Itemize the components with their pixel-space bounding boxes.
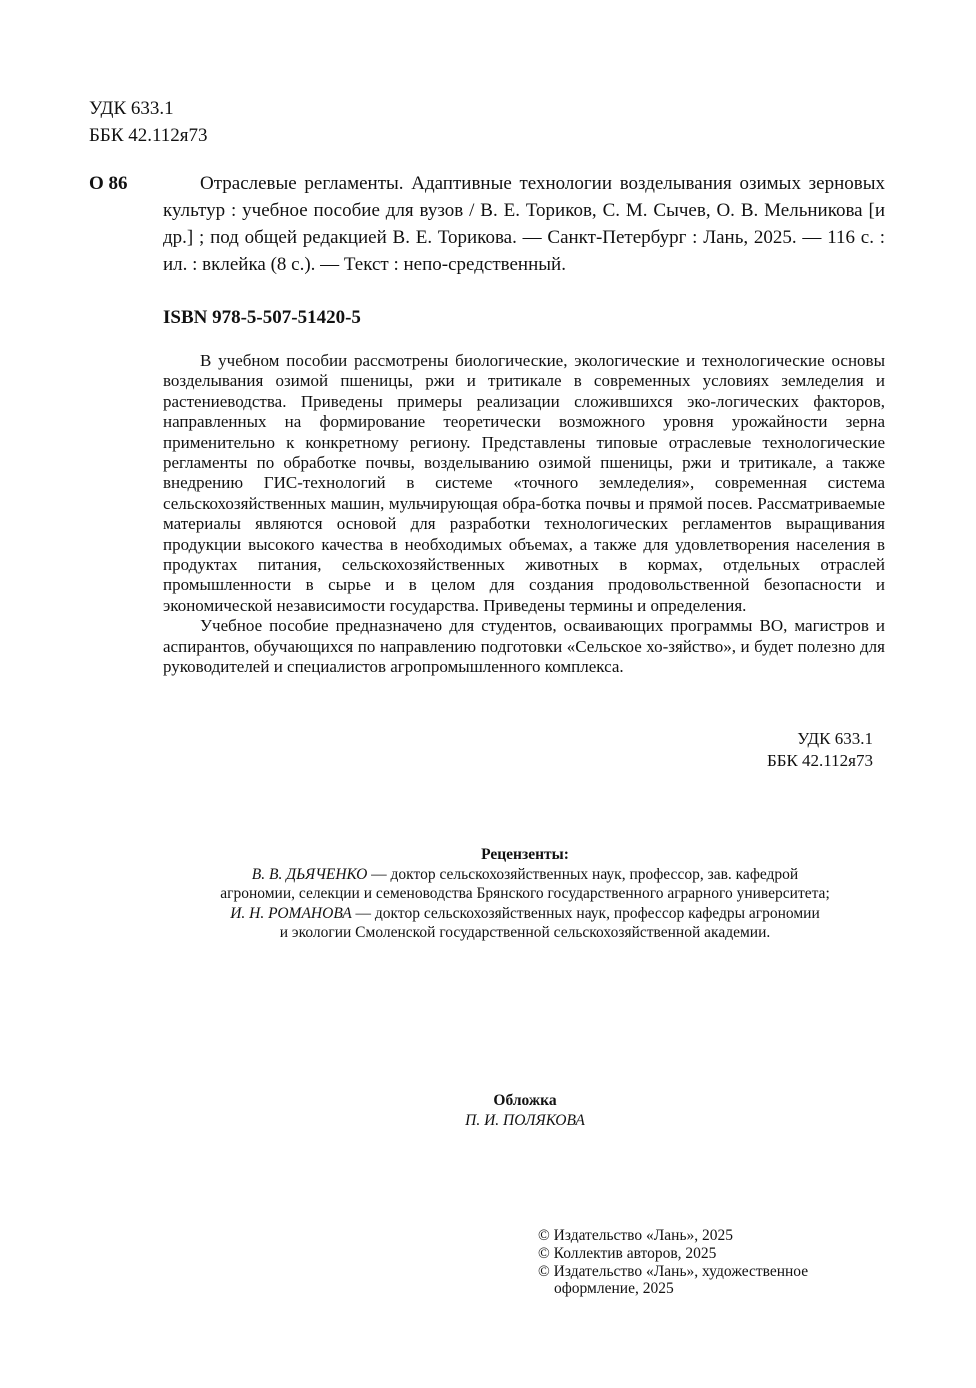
annotation — [163, 351, 885, 678]
copyright-line-4: оформление, 2025 — [554, 1280, 674, 1298]
reviewer-2-line-1 — [89, 904, 961, 924]
copyright-line-3: © Издательство «Лань», художественное — [538, 1262, 809, 1280]
cover-heading: Обложка — [493, 1092, 557, 1109]
author-sign: О 86 — [89, 173, 128, 194]
bbk-code: ББК 42.112я73 — [89, 125, 208, 146]
reviewer-2-desc-1: — доктор сельскохозяйственных наук, профессор кафедры агрономии — [351, 904, 820, 922]
udk-code: УДК 633.1 — [89, 98, 174, 119]
reviewer-2-name: И. Н. РОМАНОВА — [230, 904, 352, 922]
reviewers-block — [89, 845, 961, 943]
classification-codes-right — [767, 728, 873, 772]
annotation-paragraph-1: В учебном пособии рассмотрены биологические, экологические и технологические основы возделывания озимой пшеницы, ржи и тритикале в современных условиях земледелия и растениеводства. Приведены примеры реализации сложившихся эко-логических факторов, направленных на формирование теоретически возможного уровня урожайности зерна применительно к конкретному региону. Представлены типовые отраслевые технологические регламенты по обработке почвы, возделыванию озимой пшеницы, ржи и тритикале, а также внедрению ГИС-технологий в системе «точного земледелия», современная система сельскохозяйственных машин, мульчирующая обра-ботка почвы и прямой посев. Рассматриваемые материалы являются основой для разработки технологических регламентов выращивания продукции высокого качества в необходимых объемах, а также для удовлетворения населения в продуктах питания, сельскохозяйственных животных в кормах, отдельных отраслей промышленности в сырье и в целом для создания продовольственной безопасности и экономической независимости государства. Приведены термины и определения. — [163, 351, 885, 615]
udk-code-right: УДК 633.1 — [797, 729, 873, 748]
copyright-block — [538, 1227, 808, 1298]
reviewer-1-desc-2: агрономии, селекции и семеноводства Брянского государственного аграрного университета; — [220, 885, 830, 903]
copyright-line-2: © Коллектив авторов, 2025 — [538, 1244, 717, 1262]
cover-block — [89, 1091, 961, 1130]
cover-designer: П. И. ПОЛЯКОВА — [465, 1111, 585, 1129]
reviewer-1-name: В. В. ДЬЯЧЕНКО — [251, 865, 368, 883]
copyright-line-1: © Издательство «Лань», 2025 — [538, 1227, 734, 1244]
bibliographic-record: Отраслевые регламенты. Адаптивные технологии возделывания озимых зерновых культур : учебное пособие для вузов / В. Е. Ториков, С. М. Сычев, О. В. Мельникова [и др.] ; под общей редакцией В. Е. Торикова. — Санкт-Петербург : Лань, 2025. — 116 с. : ил. : вклейка (8 с.). — Текст : непо-средственный. — [163, 173, 885, 275]
isbn: ISBN 978-5-507-51420-5 — [163, 307, 361, 328]
classification-codes — [89, 95, 208, 149]
bbk-code-right: ББК 42.112я73 — [766, 751, 873, 770]
reviewer-2-desc-2: и экологии Смоленской государственной сельскохозяйственной академии. — [279, 924, 771, 942]
reviewer-1-line-1 — [89, 865, 961, 885]
reviewers-heading: Рецензенты: — [481, 846, 569, 863]
annotation-paragraph-2: Учебное пособие предназначено для студентов, осваивающих программы ВО, магистров и аспирантов, обучающихся по направлению подготовки «Сельское хо-зяйство», и будет полезно для руководителей и специалистов агропромышленного комплекса. — [163, 616, 885, 677]
reviewer-1-desc-1: — доктор сельскохозяйственных наук, профессор, зав. кафедрой — [367, 865, 799, 883]
